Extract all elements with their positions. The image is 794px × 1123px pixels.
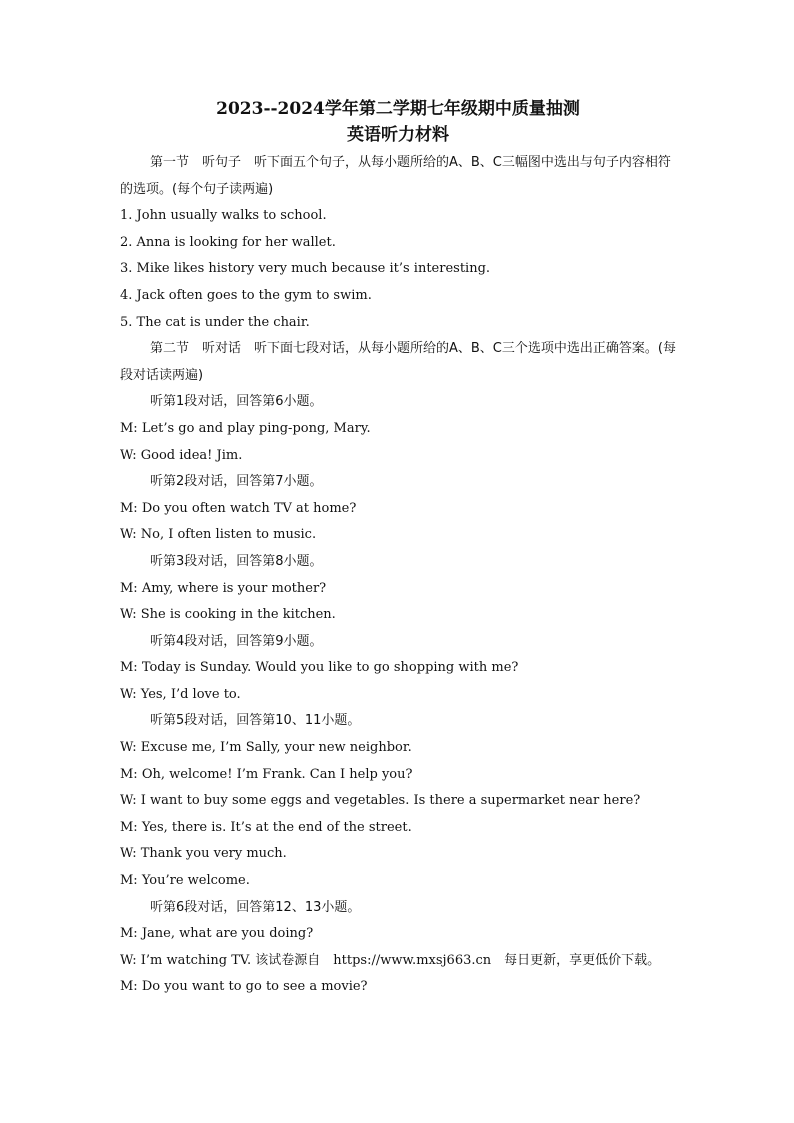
section-1-instruction: 第一节 听句子 听下面五个句子，从每小题所给的A、B、C三幅图中选出与句子内容相符的选项。(每个句子读两遍): [120, 155, 671, 197]
dialogue-line: W: I want to buy some eggs and vegetables. Is there a supermarket near here?: [120, 793, 641, 809]
section-1-sentence-list: [120, 203, 676, 336]
dialogue-4: [120, 629, 676, 709]
dialogue-heading: 听第2段对话，回答第7小题。: [150, 474, 323, 490]
dialogue-line: M: Oh, welcome! I’m Frank. Can I help you?: [120, 766, 413, 782]
dialogue-line: M: Today is Sunday. Would you like to go shopping with me?: [120, 660, 519, 676]
sentence-item: 2. Anna is looking for her wallet.: [120, 234, 336, 250]
sentence-item: 3. Mike likes history very much because it’s interesting.: [120, 261, 491, 277]
sentence-item: 4. Jack often goes to the gym to swim.: [120, 287, 372, 303]
section-2-instruction: 第二节 听对话 听下面七段对话，从每小题所给的A、B、C三个选项中选出正确答案。(每段对话读两遍): [120, 341, 676, 383]
dialogue-heading: 听第6段对话，回答第12、13小题。: [150, 899, 361, 915]
dialogue-1: [120, 389, 676, 469]
dialogue-heading: 听第1段对话，回答第6小题。: [150, 394, 323, 410]
dialogue-line: M: Do you often watch TV at home?: [120, 500, 357, 516]
dialogue-line: M: Jane, what are you doing?: [120, 926, 314, 942]
dialogue-line: W: Good idea! Jim.: [120, 447, 243, 463]
document-title: 2023--2024学年第二学期七年级期中质量抽测: [216, 99, 580, 119]
dialogue-line: W: I’m watching TV. 该试卷源自 https://www.mxsj663.cn 每日更新，享更低价下载。M: Do you want to go to see a movie?: [120, 952, 661, 995]
dialogue-line: W: Excuse me, I’m Sally, your new neighbor.: [120, 740, 412, 756]
dialogue-line: W: No, I often listen to music.: [120, 527, 317, 543]
dialogue-line: W: Thank you very much.: [120, 846, 287, 862]
dialogue-heading: 听第4段对话，回答第9小题。: [150, 633, 323, 649]
sentence-item: 5. The cat is under the chair.: [120, 314, 310, 330]
dialogue-line: M: You’re welcome.: [120, 873, 250, 889]
dialogue-line: W: She is cooking in the kitchen.: [120, 607, 336, 623]
dialogue-heading: 听第5段对话，回答第10、11小题。: [150, 713, 361, 729]
sentence-item: 1. John usually walks to school.: [120, 208, 327, 224]
document-subtitle: 英语听力材料: [347, 125, 449, 145]
dialogue-6: [120, 895, 676, 1001]
dialogue-5: [120, 708, 676, 894]
dialogue-line: W: Yes, I’d love to.: [120, 686, 241, 702]
document-page: [120, 96, 676, 1001]
dialogue-line: M: Let’s go and play ping-pong, Mary.: [120, 420, 371, 436]
dialogue-heading: 听第3段对话，回答第8小题。: [150, 553, 323, 569]
dialogue-3: [120, 549, 676, 629]
dialogue-line: M: Amy, where is your mother?: [120, 580, 327, 596]
dialogue-line: M: Yes, there is. It’s at the end of the street.: [120, 819, 412, 835]
dialogue-2: [120, 469, 676, 549]
